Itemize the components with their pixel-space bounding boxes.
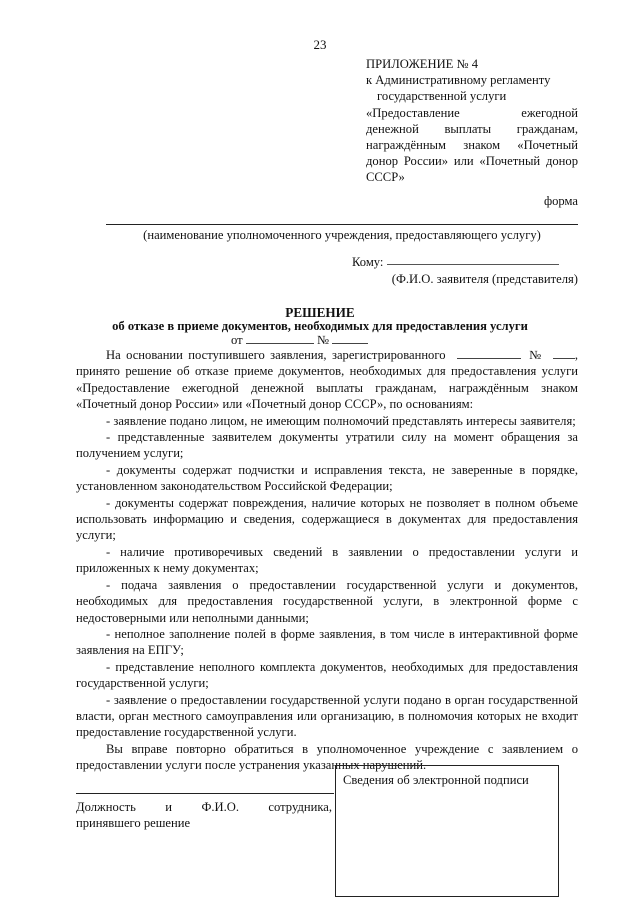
ground-item: - наличие противоречивых сведений в заявлении о предоставлении услуги и приложенных к нему документах; — [76, 544, 578, 576]
appendix-line: СССР» — [366, 170, 405, 185]
closing-paragraph: Вы вправе повторно обратиться в уполномоченное учреждение с заявлением о предоставлении услуги после устранения указанных нарушений. — [76, 741, 578, 773]
ground-item: - заявление подано лицом, не имеющим полномочий представлять интересы заявителя; — [106, 413, 576, 428]
ground-item: - представленные заявителем документы утратили силу на момент обращения за получением услуги; — [76, 430, 578, 461]
ground-item: - заявление о предоставлении государственной услуги подано в орган государственной власти, орган местного самоуправления или организацию, в полномочия которых не входит предоставление государственной услуги. — [76, 692, 578, 740]
ground-item: - подача заявления о предоставлении государственной услуги и документов, необходимых для предоставления государственной услуги, в электронной форме с недостоверными или неполными данными; — [76, 577, 578, 625]
signature-box-label: Сведения об электронной подписи — [343, 773, 529, 787]
appendix-line: денежной выплаты гражданам, — [366, 121, 578, 136]
date-number-line — [231, 333, 368, 348]
signature-line — [76, 793, 334, 794]
decision-body — [76, 347, 578, 774]
form-label: форма — [543, 194, 578, 208]
intro-number-label: № — [526, 348, 544, 362]
ground-item: - неполное заполнение полей в форме заявления, в том числе в интерактивной форме заявления на ЕПГУ; — [76, 626, 578, 658]
number-label: № — [316, 333, 329, 347]
page-number: 23 — [313, 37, 327, 52]
ground-item: - документы содержат подчистки и исправления текста, не заверенные в порядке, установленном законодательством Российской Федерации; — [76, 462, 578, 494]
appendix-line: награждённым знаком «Почетный — [366, 138, 578, 153]
appendix-line: государственной услуги — [377, 89, 507, 104]
document-title: РЕШЕНИЕ — [285, 305, 355, 320]
applicant-caption: (Ф.И.О. заявителя (представителя) — [391, 272, 578, 286]
organization-name-line — [106, 224, 578, 225]
registration-blank — [457, 349, 521, 359]
appendix-title: ПРИЛОЖЕНИЕ № 4 — [366, 57, 478, 71]
ground-item: - представление неполного комплекта документов, необходимых для предоставления государственной услуги; — [76, 659, 578, 691]
recipient-row — [352, 255, 559, 270]
intro-text-end: , принято решение об отказе приеме документов, необходимых для предоставления услуги «Предоставление ежегодной денежной выплаты гражданам, награждённым знаком «Почетный донор России» или «Почетный донор СССР», по основаниям: — [76, 348, 578, 412]
appendix-line: к Административному регламенту — [366, 73, 551, 88]
registration-number-blank — [553, 349, 575, 359]
date-blank — [246, 334, 314, 344]
appendix-header — [366, 56, 578, 186]
intro-paragraph — [76, 347, 578, 413]
electronic-signature-box — [335, 765, 559, 897]
intro-text: На основании поступившего заявления, зарегистрированного — [106, 348, 446, 362]
organization-caption: (наименование уполномоченного учреждения, предоставляющего услугу) — [143, 228, 541, 242]
recipient-label: Кому: — [352, 255, 384, 269]
number-blank — [332, 334, 368, 344]
appendix-line: «Предоставление ежегодной — [366, 105, 578, 120]
recipient-blank — [387, 264, 559, 265]
position-line: Должность и Ф.И.О. сотрудника, — [76, 800, 332, 814]
date-from-label: от — [231, 333, 243, 347]
ground-item: - документы содержат повреждения, наличие которых не позволяет в полном объеме использовать информацию и сведения, содержащиеся в документах для предоставления услуги; — [76, 495, 578, 543]
official-position — [76, 799, 332, 832]
appendix-line: донор России» или «Почетный донор — [366, 154, 578, 169]
position-line: принявшего решение — [76, 816, 191, 831]
document-subtitle: об отказе в приеме документов, необходимых для предоставления услуги — [112, 319, 528, 333]
